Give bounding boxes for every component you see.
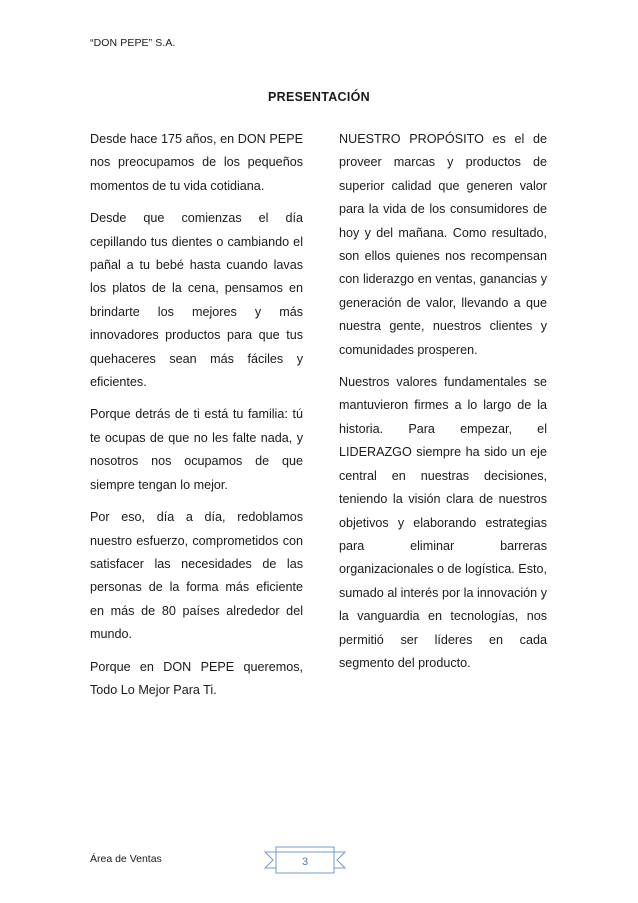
right-paragraph-2: Nuestros valores fundamentales se mantuvieron firmes a lo largo de la historia. Para empezar, el LIDERAZGO siempre ha sido un eje central en nuestras decisiones, teniendo la visión clara de nuestros objetivos y elaborando estrategias para eliminar barreras organizacionales o de logística. Esto, sumado al interés por la innovación y la vanguardia en tecnologías, nos permitió ser líderes en cada segmento del producto.: [339, 375, 547, 670]
left-column: [90, 128, 303, 711]
left-paragraph-4: Por eso, día a día, redoblamos nuestro esfuerzo, comprometidos con satisfacer las necesidades de las personas de la forma más eficiente en más de 80 países alrededor del mundo.: [90, 510, 303, 642]
page-number: 3: [301, 856, 309, 868]
right-paragraph-1: NUESTRO PROPÓSITO es el de proveer marcas y productos de superior calidad que generen valor para la vida de los consumidores de hoy y del mañana. Como resultado, son ellos quienes nos recompensan con liderazgo en ventas, ganancias y generación de valor, llevando a que nuestra gente, nuestros clientes y comunidades prosperen.: [339, 132, 547, 357]
left-paragraph-5: Porque en DON PEPE queremos, Todo Lo Mejor Para Ti.: [90, 659, 303, 697]
page-number-badge: [264, 846, 346, 874]
footer-area-label: Área de Ventas: [90, 853, 162, 865]
page-title: [0, 90, 638, 104]
left-paragraph-2: Desde que comienzas el día cepillando tus dientes o cambiando el pañal a tu bebé hasta cuando lavas los platos de la cena, pensamos en brindarte los mejores y más innovadores productos para que tus quehaceres sean más fáciles y eficientes.: [90, 211, 303, 390]
left-paragraph-1: Desde hace 175 años, en DON PEPE nos preocupamos de los pequeños momentos de tu vida cotidiana.: [90, 132, 303, 193]
header-company-name: “DON PEPE” S.A.: [90, 37, 176, 49]
left-paragraph-3: Porque detrás de ti está tu familia: tú te ocupas de que no les falte nada, y nosotros nos ocupamos de que siempre tengan lo mejor.: [90, 407, 303, 492]
page-title-text: PRESENTACIÓN: [268, 90, 370, 104]
right-column: [339, 128, 547, 684]
